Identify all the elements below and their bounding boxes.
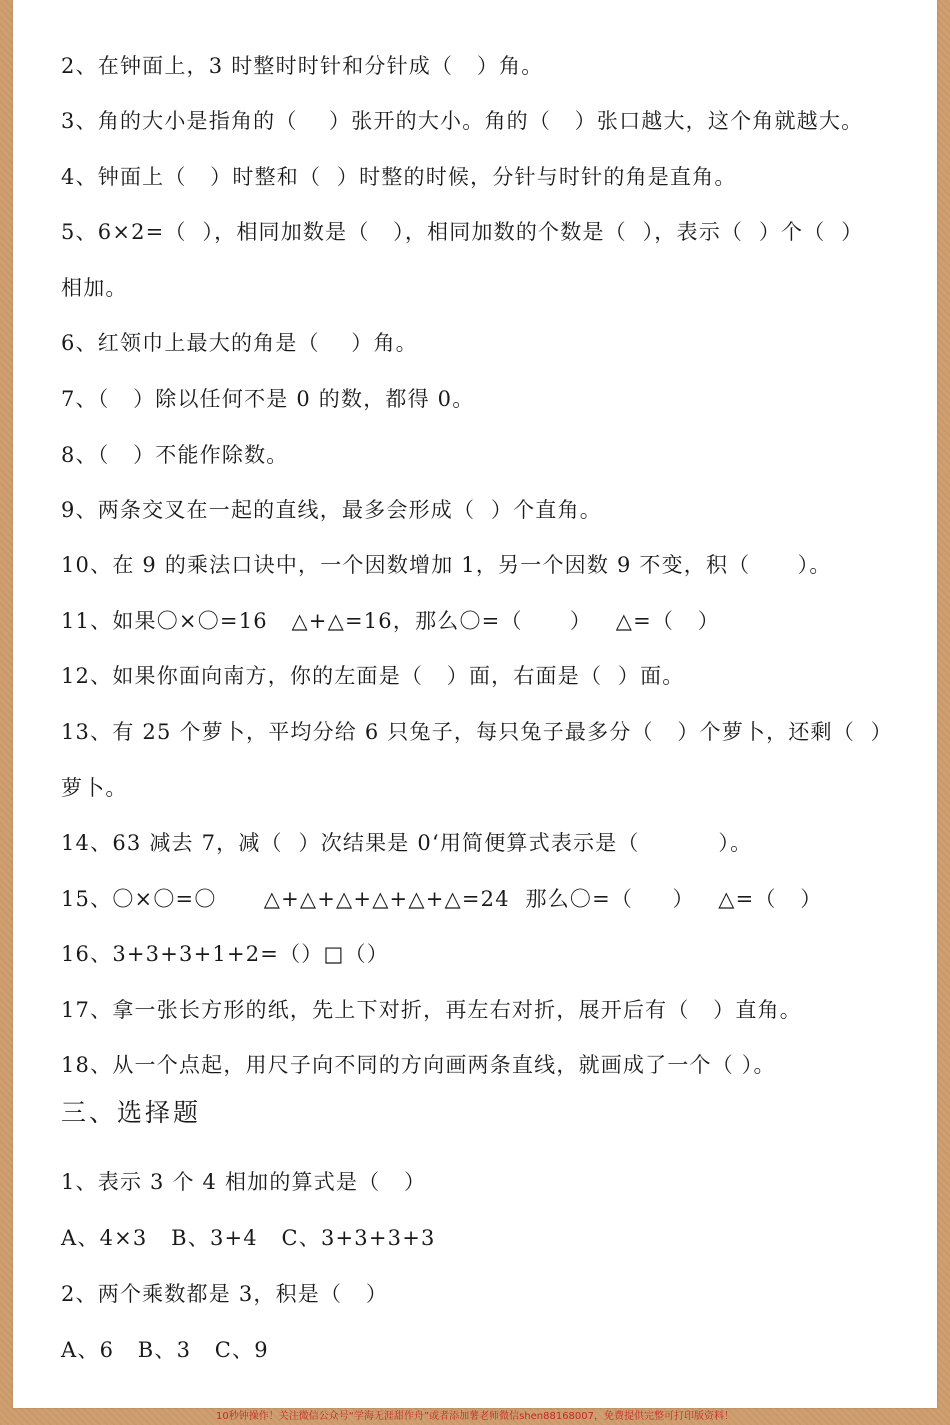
question-line-3: 3、角的大小是指角的（ ）张开的大小。角的（ ）张口越大，这个角就越大。 xyxy=(61,109,864,133)
choice-question-2: 2、两个乘数都是 3，积是（ ） xyxy=(61,1282,389,1306)
question-line-9: 9、两条交叉在一起的直线，最多会形成（ ）个直角。 xyxy=(61,498,602,522)
question-line-5-cont: 相加。 xyxy=(61,276,128,300)
question-line-12: 12、如果你面向南方，你的左面是（ ）面，右面是（ ）面。 xyxy=(61,664,685,688)
question-line-14: 14、63 减去 7，减（ ）次结果是 0‘用简便算式表示是（ ）。 xyxy=(61,831,753,855)
question-line-6: 6、红领巾上最大的角是（ ）角。 xyxy=(61,331,418,355)
question-line-4: 4、钟面上（ ）时整和（ ）时整的时候，分针与时针的角是直角。 xyxy=(61,165,737,189)
question-line-10: 10、在 9 的乘法口诀中，一个因数增加 1，另一个因数 9 不变，积（ ）。 xyxy=(61,553,832,577)
question-line-8: 8、（ ）不能作除数。 xyxy=(61,443,289,467)
question-line-11: 11、如果〇×〇=16 △+△=16，那么〇=（ ） △=（ ） xyxy=(61,609,720,633)
question-line-16: 16、3+3+3+1+2=（）□（） xyxy=(61,942,389,966)
question-line-13: 13、有 25 个萝卜，平均分给 6 只兔子，每只兔子最多分（ ）个萝卜，还剩（ ） xyxy=(61,720,893,744)
choice-options-2: A、6 B、3 C、9 xyxy=(61,1338,269,1362)
footer-watermark: 10秒钟操作！关注微信公众号“学海无涯甜作舟”或者添加薯老师微信shen88168007，免费提供完整可打印版资料！ xyxy=(215,1411,735,1422)
question-line-7: 7、（ ）除以任何不是 0 的数，都得 0。 xyxy=(61,387,475,411)
question-line-15: 15、〇×〇=〇 △+△+△+△+△+△=24 那么〇=（ ） △=（ ） xyxy=(61,887,823,911)
question-line-18: 18、从一个点起，用尺子向不同的方向画两条直线，就画成了一个（ ）。 xyxy=(61,1053,776,1077)
question-line-5: 5、6×2=（ ），相同加数是（ ），相同加数的个数是（ ），表示（ ）个（ ） xyxy=(61,220,864,244)
choice-options-1: A、4×3 B、3+4 C、3+3+3+3 xyxy=(61,1226,436,1250)
question-line-2: 2、在钟面上，3 时整时时针和分针成（ ）角。 xyxy=(61,54,544,78)
worksheet-page xyxy=(13,0,937,1408)
section-title: 三、选择题 xyxy=(61,1098,202,1127)
question-line-13-cont: 萝卜。 xyxy=(61,776,128,800)
choice-question-1: 1、表示 3 个 4 相加的算式是（ ） xyxy=(61,1170,427,1194)
question-line-17: 17、拿一张长方形的纸，先上下对折，再左右对折，展开后有（ ）直角。 xyxy=(61,998,802,1022)
